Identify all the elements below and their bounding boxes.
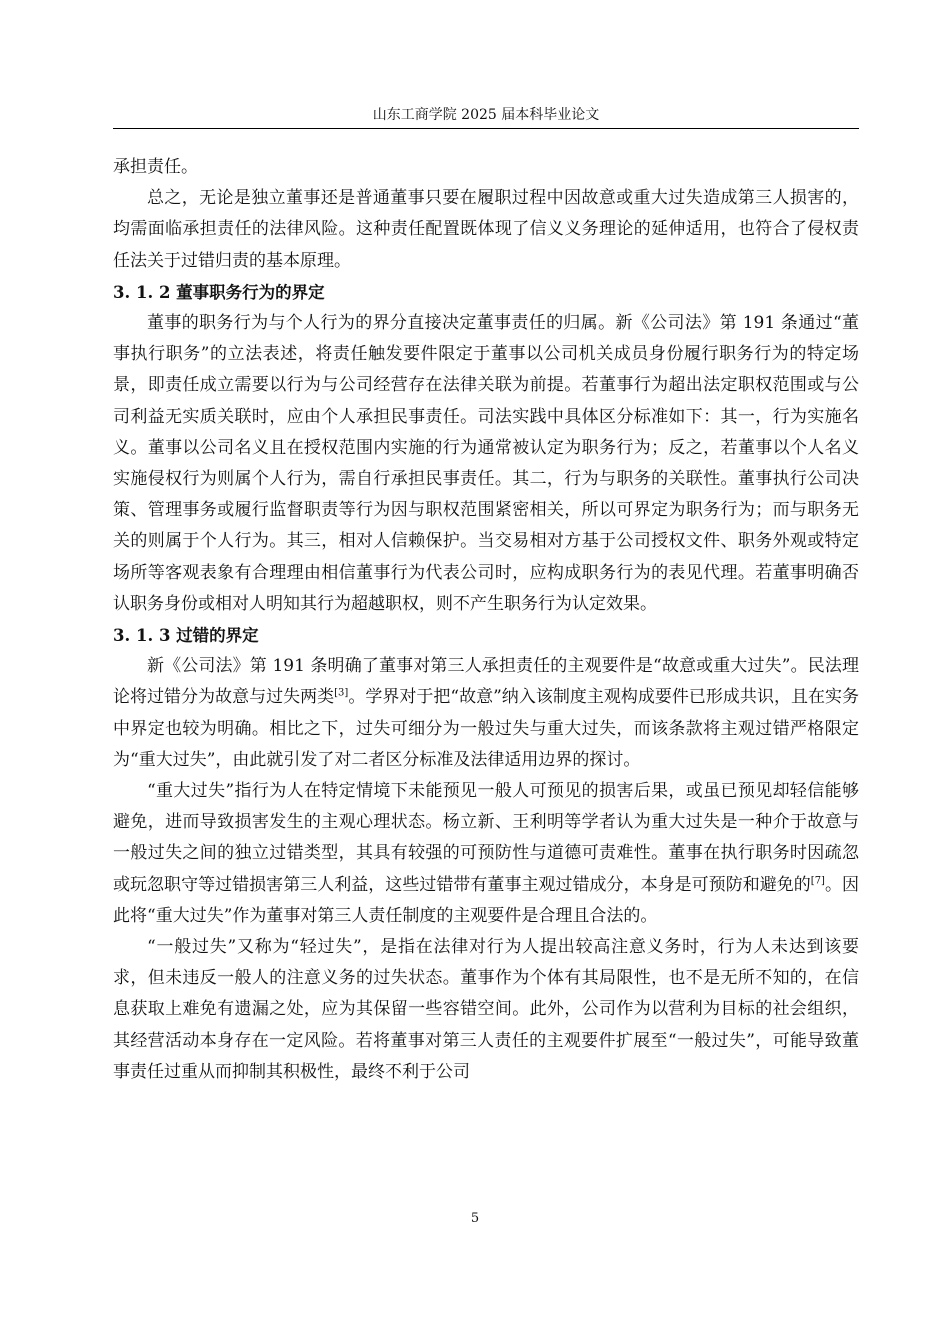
paragraph-summary: 总之，无论是独立董事还是普通董事只要在履职过程中因故意或重大过失造成第三人损害的，均需面临承担责任的法律风险。这种责任配置既体现了信义义务理论的延伸适用，也符合了侵权责任法关于过错归责的基本原理。: [113, 188, 859, 271]
paragraph-duty-acts: 董事的职务行为与个人行为的界分直接决定董事责任的归属。新《公司法》第 191 条通过“董事执行职务”的立法表述，将责任触发要件限定于董事以公司机关成员身份履行职务行为的特定场景，即责任成立需要以行为与公司经营存在法律关联为前提。若董事行为超出法定职权范围或与公司利益无实质关联时，应由个人承担民事责任。司法实践中具体区分标准如下：其一，行为实施名义。董事以公司名义且在授权范围内实施的行为通常被认定为职务行为；反之，若董事以个人名义实施侵权行为则属个人行为，需自行承担民事责任。其二，行为与职务的关联性。董事执行公司决策、管理事务或履行监督职责等行为因与职权范围紧密相关，所以可界定为职务行为；而与职务无关的则属于个人行为。其三，相对人信赖保护。当交易相对方基于公司授权文件、职务外观或特定场所等客观表象有合理理由相信董事行为代表公司时，应构成职务行为的表见代理。若董事明确否认职务身份或相对人明知其行为超越职权，则不产生职务行为认定效果。: [113, 313, 859, 614]
running-header: 山东工商学院 2025 届本科毕业论文: [372, 107, 600, 123]
paragraph-text: 。学界对于把“故意”纳入该制度主观构成要件已形成共识，且在实务中界定也较为明确。相比之下，过失可细分为一般过失与重大过失，而该条款将主观过错严格限定为“重大过失”，由此就引发了对二者区分标准及法律适用边界的探讨。: [113, 687, 860, 770]
paragraph-fault-definition: [113, 651, 859, 776]
paragraph-ordinary-negligence: “一般过失”又称为“轻过失”，是指在法律对行为人提出较高注意义务时，行为人未达到该要求，但未违反一般人的注意义务的过失状态。董事作为个体有其局限性，也不是无所不知的，在信息获取上难免有遗漏之处，应为其保留一些容错空间。此外，公司作为以营利为目标的社会组织，其经营活动本身存在一定风险。若将董事对第三人责任的主观要件扩展至“一般过失”，可能导致董事责任过重从而抑制其积极性，最终不利于公司: [113, 937, 859, 1082]
paragraph-text: 。因此将“重大过失”作为董事对第三人责任制度的主观要件是合理且合法的。: [113, 874, 860, 926]
paragraph-gross-negligence: [113, 776, 859, 932]
paragraph-continuation: 承担责任。: [113, 157, 198, 177]
section-heading-3-1-2: 3. 1. 2 董事职务行为的界定: [113, 282, 325, 302]
citation-3: [3]: [334, 687, 349, 699]
header-rule: [113, 128, 859, 129]
page-body: [113, 152, 859, 1088]
citation-7: [7]: [810, 875, 825, 887]
paragraph-text: 新《公司法》第 191 条明确了董事对第三人承担责任的主观要件是“故意或重大过失”。民法理论将过错分为故意与过失两类: [113, 656, 859, 708]
paragraph-text: “重大过失”指行为人在特定情境下未能预见一般人可预见的损害后果，或虽已预见却轻信能够避免，进而导致损害发生的主观心理状态。杨立新、王利明等学者认为重大过失是一种介于故意与一般过失之间的独立过错类型，其具有较强的可预防性与道德可责难性。董事在执行职务时因疏忽或玩忽职守等过错损害第三人利益，这些过错带有董事主观过错成分，本身是可预防和避免的: [113, 781, 859, 895]
section-heading-3-1-3: 3. 1. 3 过错的界定: [113, 626, 259, 646]
page-number: 5: [470, 1211, 480, 1226]
